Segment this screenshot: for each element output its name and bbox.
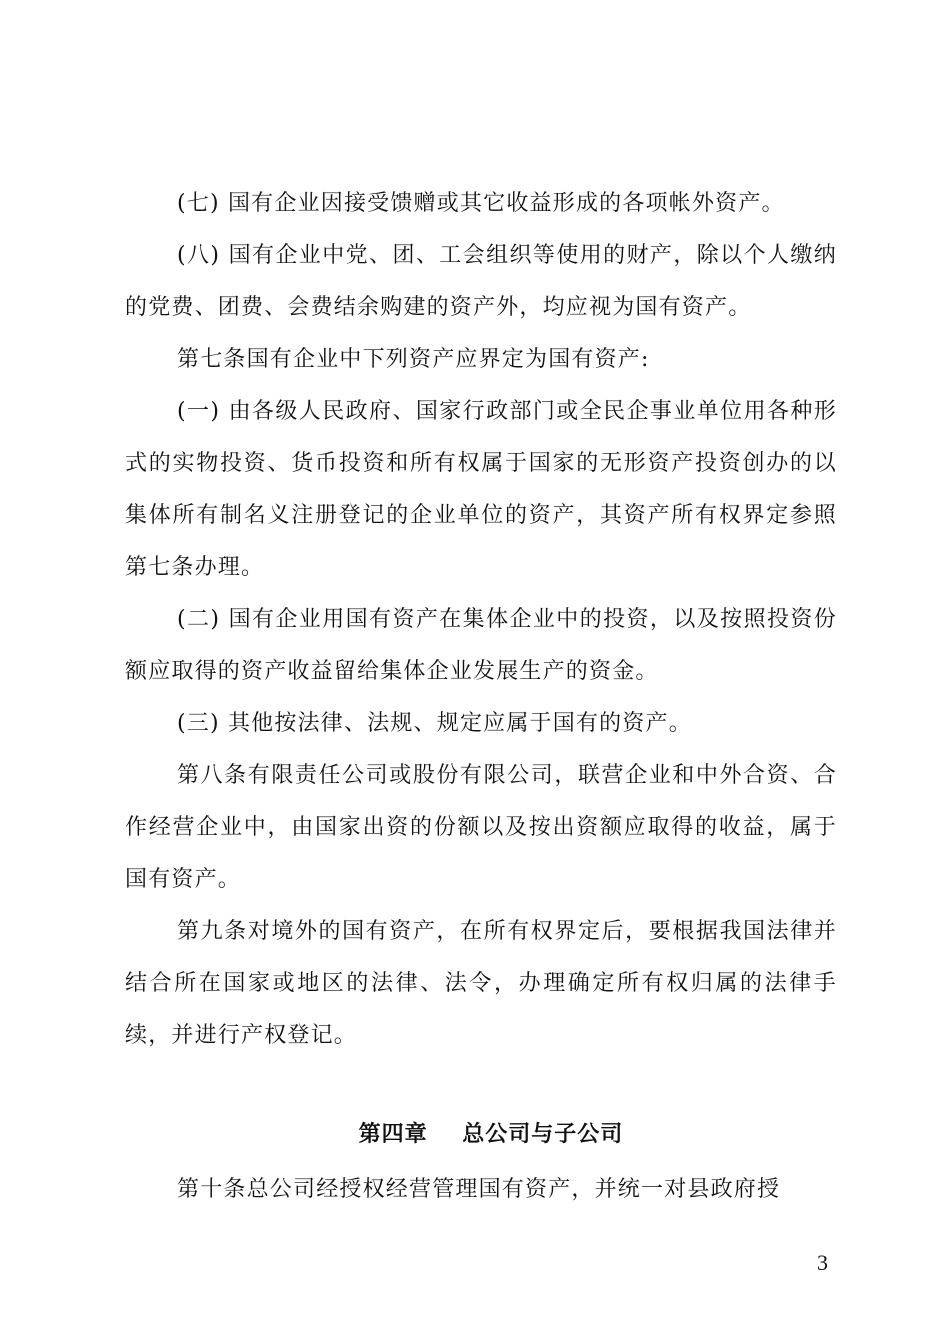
paragraph-article-7-item-2: (二) 国有企业用国有资产在集体企业中的投资，以及按照投资份额应取得的资产收益留给集体企业发展生产的资金。 [125,607,837,684]
paragraph-article-9: 第九条对境外的国有资产，在所有权界定后，要根据我国法律并结合所在国家或地区的法律、法令，办理确定所有权归属的法律手续，并进行产权登记。 [125,919,837,1048]
paragraph-article-6-item-7: (七) 国有企业因接受馈赠或其它收益形成的各项帐外资产。 [177,191,785,216]
paragraph-article-7-item-1: (一) 由各级人民政府、国家行政部门或全民企事业单位用各种形式的实物投资、货币投资和所有权属于国家的无形资产投资创办的以集体所有制名义注册登记的企业单位的资产，其资产所有权界定参照第七条办理。 [125,399,837,580]
paragraph-article-7-item-3: (三) 其他按法律、法规、规定应属于国有的资产。 [177,711,692,736]
chapter-heading: 第四章 总公司与子公司 [358,1122,624,1147]
paragraph-article-6-item-8: (八) 国有企业中党、团、工会组织等使用的财产，除以个人缴纳的党费、团费、会费结余购建的资产外，均应视为国有资产。 [125,243,837,320]
paragraph-article-7: 第七条国有企业中下列资产应界定为国有资产: [177,347,650,372]
paragraph-article-10: 第十条总公司经授权经营管理国有资产，并统一对县政府授 [177,1177,781,1202]
document-body [125,178,837,1216]
paragraph-article-8: 第八条有限责任公司或股份有限公司，联营企业和中外合资、合作经营企业中，由国家出资的份额以及按出资额应取得的收益，属于国有资产。 [125,763,837,892]
page-number: 3 [817,1250,828,1275]
